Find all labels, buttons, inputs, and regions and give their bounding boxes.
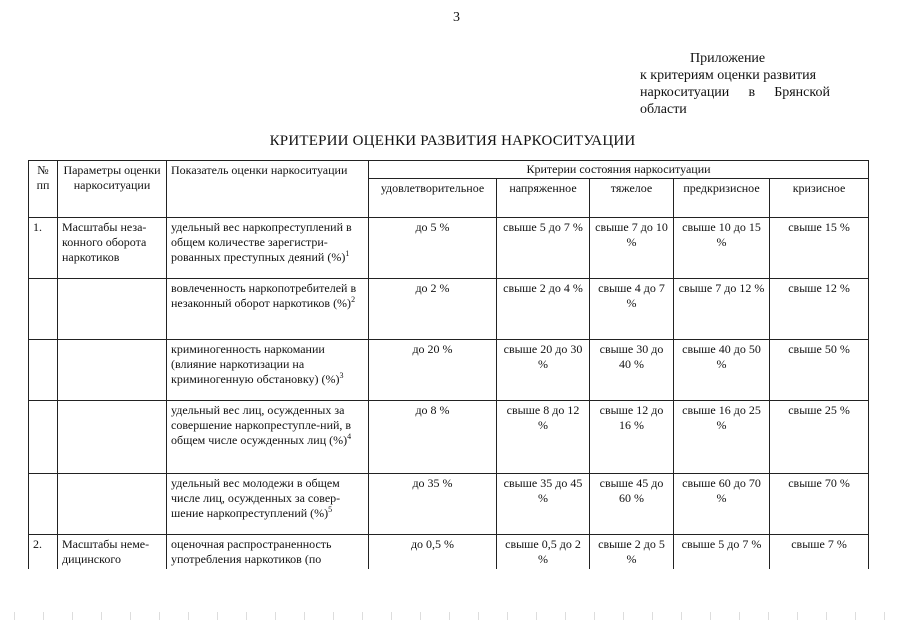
appendix-word: наркоситуации: [640, 85, 730, 100]
footnote-mark: 4: [347, 432, 352, 441]
header-row: [29, 161, 869, 179]
header-level: кризисное: [770, 179, 869, 218]
row-indicator: [167, 401, 369, 474]
row-number: 1.: [29, 218, 58, 279]
header-criteria: Критерии состояния наркоситуации: [369, 161, 869, 179]
value-cell: до 0,5 %: [369, 535, 497, 570]
scan-noise: [0, 612, 905, 620]
value-cell: свыше 60 до 70 %: [674, 474, 770, 535]
appendix-line: области: [640, 102, 687, 117]
value-cell: свыше 5 до 7 %: [497, 218, 590, 279]
table-row: [29, 474, 869, 535]
table-row: [29, 401, 869, 474]
header-num: № пп: [29, 161, 58, 218]
value-cell: свыше 2 до 5 %: [590, 535, 674, 570]
row-number: [29, 279, 58, 340]
appendix-note: [640, 50, 830, 118]
header-level: напряженное: [497, 179, 590, 218]
value-cell: свыше 8 до 12 %: [497, 401, 590, 474]
value-cell: свыше 25 %: [770, 401, 869, 474]
value-cell: свыше 12 %: [770, 279, 869, 340]
indicator-text: удельный вес молодежи в общем числе лиц, осужденных за совер-шение наркопреступлений (%): [171, 476, 341, 520]
appendix-line: к критериям оценки развития: [640, 68, 817, 83]
criteria-table: [28, 160, 869, 569]
footnote-mark: 3: [339, 371, 344, 380]
row-indicator: [167, 279, 369, 340]
value-cell: свыше 70 %: [770, 474, 869, 535]
footnote-mark: 1: [345, 249, 350, 258]
value-cell: свыше 7 до 12 %: [674, 279, 770, 340]
row-param: Масштабы неза-конного оборота наркотиков: [58, 218, 167, 279]
appendix-line: Приложение: [690, 51, 766, 66]
value-cell: свыше 45 до 60 %: [590, 474, 674, 535]
table-row: [29, 535, 869, 570]
row-param: [58, 401, 167, 474]
value-cell: свыше 16 до 25 %: [674, 401, 770, 474]
row-indicator: [167, 218, 369, 279]
row-indicator: [167, 340, 369, 401]
row-indicator: [167, 474, 369, 535]
row-number: [29, 474, 58, 535]
value-cell: свыше 7 %: [770, 535, 869, 570]
value-cell: свыше 15 %: [770, 218, 869, 279]
value-cell: до 2 %: [369, 279, 497, 340]
value-cell: свыше 2 до 4 %: [497, 279, 590, 340]
value-cell: свыше 20 до 30 %: [497, 340, 590, 401]
value-cell: свыше 30 до 40 %: [590, 340, 674, 401]
value-cell: свыше 40 до 50 %: [674, 340, 770, 401]
document-title: КРИТЕРИИ ОЦЕНКИ РАЗВИТИЯ НАРКОСИТУАЦИИ: [269, 133, 636, 149]
appendix-line: [640, 84, 830, 101]
value-cell: свыше 50 %: [770, 340, 869, 401]
appendix-word: Брянской: [774, 85, 830, 100]
header-level: удовлетворительное: [369, 179, 497, 218]
header-param: Параметры оценки наркоситуации: [58, 161, 167, 218]
row-number: 2.: [29, 535, 58, 570]
row-param: Масштабы неме-дицинского: [58, 535, 167, 570]
row-param: [58, 279, 167, 340]
footnote-mark: 2: [351, 295, 356, 304]
header-indicator: Показатель оценки наркоситуации: [167, 161, 369, 218]
row-param: [58, 340, 167, 401]
value-cell: до 8 %: [369, 401, 497, 474]
value-cell: свыше 4 до 7 %: [590, 279, 674, 340]
appendix-word: в: [748, 85, 756, 100]
row-indicator: оценочная распространенность употребления наркотиков (по: [167, 535, 369, 570]
value-cell: свыше 35 до 45 %: [497, 474, 590, 535]
indicator-text: вовлеченность наркопотребителей в незаконный оборот наркотиков (%): [171, 281, 357, 310]
table-row: [29, 340, 869, 401]
row-number: [29, 401, 58, 474]
value-cell: свыше 5 до 7 %: [674, 535, 770, 570]
row-number: [29, 340, 58, 401]
indicator-text: криминогенность наркомании (влияние наркотизации на криминогенную обстановку) (%): [171, 342, 340, 386]
row-param: [58, 474, 167, 535]
value-cell: до 35 %: [369, 474, 497, 535]
value-cell: до 5 %: [369, 218, 497, 279]
value-cell: свыше 0,5 до 2 %: [497, 535, 590, 570]
page-number: 3: [453, 10, 460, 25]
value-cell: свыше 12 до 16 %: [590, 401, 674, 474]
value-cell: свыше 10 до 15 %: [674, 218, 770, 279]
header-level: предкризисное: [674, 179, 770, 218]
value-cell: до 20 %: [369, 340, 497, 401]
table-row: [29, 218, 869, 279]
indicator-text: удельный вес наркопреступлений в общем количестве зарегистри-рованных преступных деяний (%): [171, 220, 352, 264]
footnote-mark: 5: [328, 505, 333, 514]
header-level: тяжелое: [590, 179, 674, 218]
indicator-text: удельный вес лиц, осужденных за совершение наркопреступле-ний, в общем числе осужденных лиц (%): [171, 403, 352, 447]
value-cell: свыше 7 до 10 %: [590, 218, 674, 279]
table-row: [29, 279, 869, 340]
